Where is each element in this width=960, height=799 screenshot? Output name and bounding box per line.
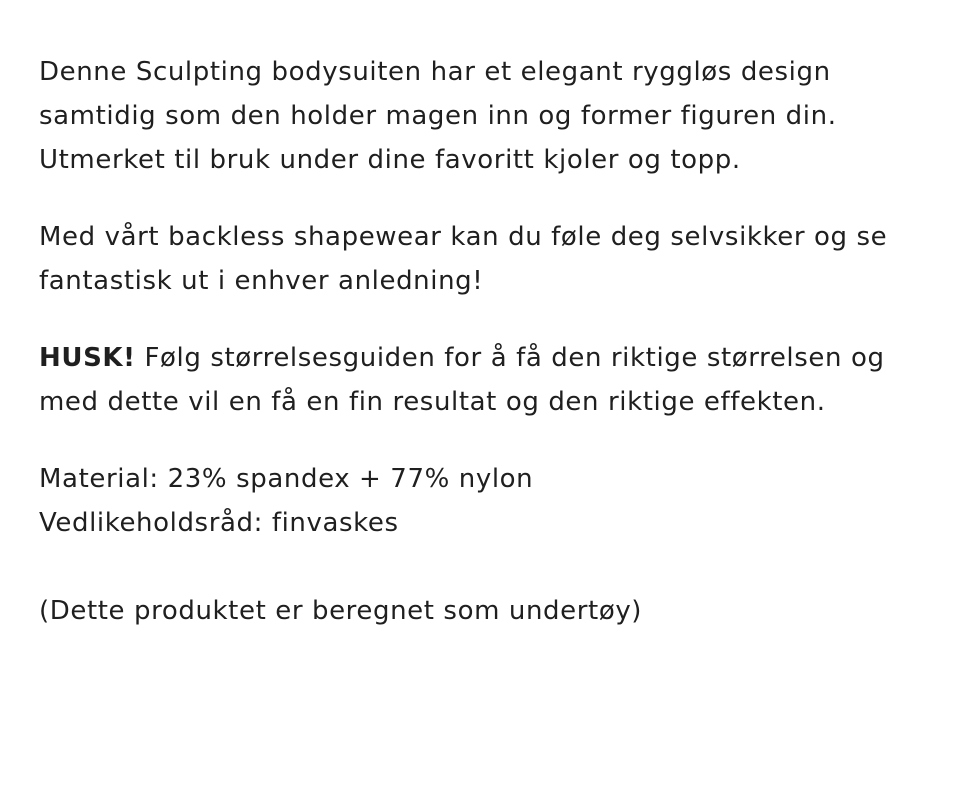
reminder-text: Følg størrelsesguiden for å få den riktige størrelsen og med dette vil en få en fin resultat og den riktige effekten. <box>39 343 885 417</box>
confidence-paragraph: Med vårt backless shapewear kan du føle deg selvsikker og se fantastisk ut i enhver anledning! <box>39 222 888 296</box>
specs-paragraph <box>39 457 939 545</box>
material-line: Material: 23% spandex + 77% nylon <box>39 464 534 494</box>
intro-paragraph: Denne Sculpting bodysuiten har et elegant ryggløs design samtidig som den holder magen inn og former figuren din. Utmerket til bruk under dine favoritt kjoler og topp. <box>39 57 837 175</box>
reminder-paragraph <box>39 336 939 424</box>
care-line: Vedlikeholdsråd: finvaskes <box>39 508 399 538</box>
product-description <box>39 50 939 633</box>
reminder-label: HUSK! <box>39 343 136 373</box>
note-paragraph: (Dette produktet er beregnet som undertøy) <box>39 596 643 626</box>
